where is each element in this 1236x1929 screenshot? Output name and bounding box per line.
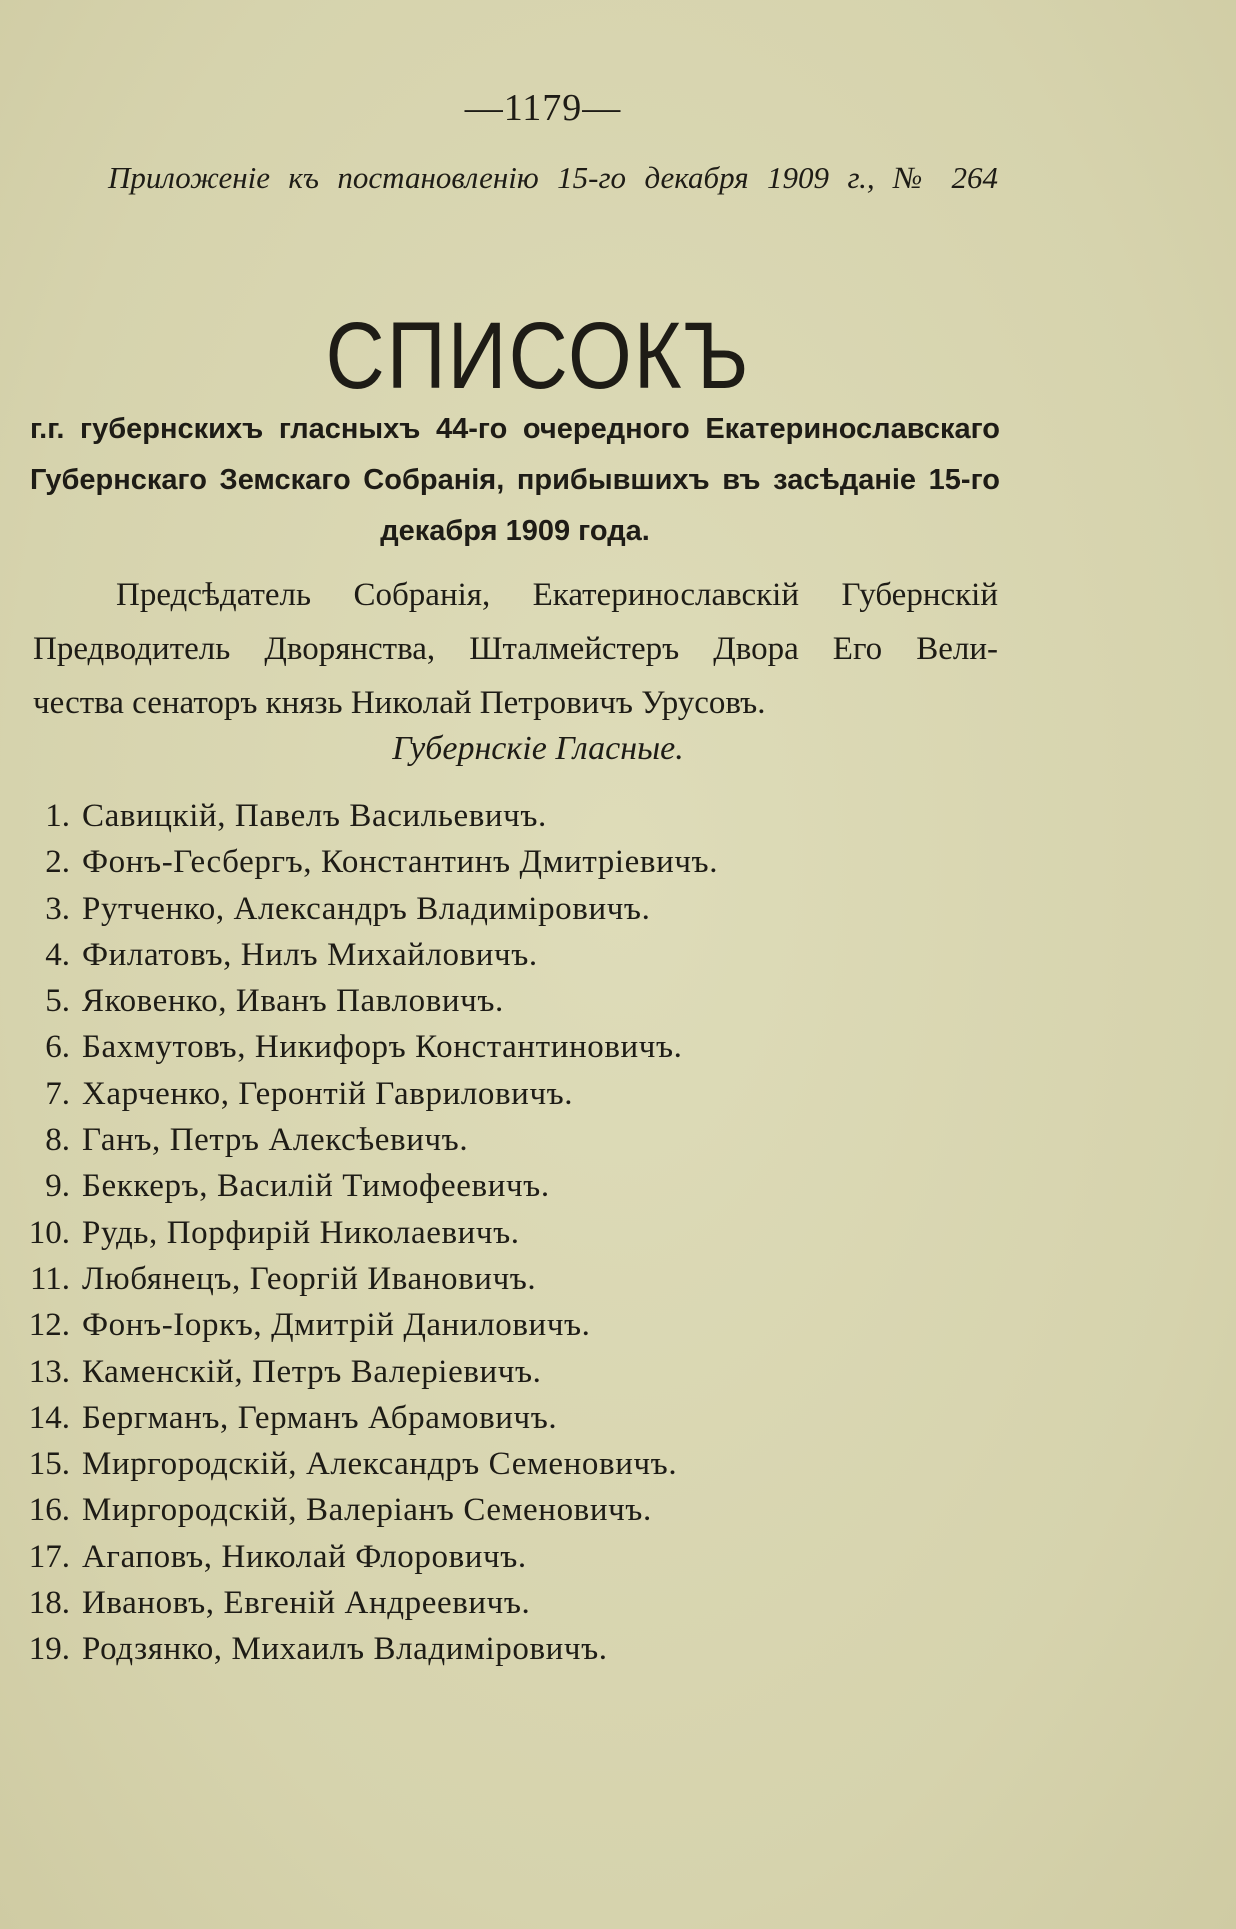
- item-number: 4.: [45, 936, 70, 973]
- list-item: [0, 1580, 1000, 1626]
- member-name: Рудь, Порфирій Николаевичъ.: [82, 1214, 520, 1251]
- item-number: 11.: [29, 1260, 70, 1297]
- member-name: Яковенко, Иванъ Павловичъ.: [82, 983, 504, 1020]
- list-item: [0, 1024, 1000, 1070]
- section-heading: Губернскіе Гласные.: [392, 730, 684, 767]
- member-name: Агаповъ, Николай Флоровичъ.: [82, 1538, 527, 1575]
- list-item: [0, 1071, 1000, 1117]
- item-number: 13.: [28, 1353, 70, 1390]
- item-number: 7.: [45, 1075, 70, 1112]
- subtitle: [30, 404, 1000, 557]
- list-item: [0, 1626, 1000, 1672]
- subtitle-line: декабря 1909 года.: [380, 515, 650, 547]
- item-number: 14.: [28, 1399, 70, 1436]
- subtitle-line: г.г. губернскихъ гласныхъ 44-го очередного Екатеринославскаго: [30, 413, 1000, 445]
- list-item: [0, 839, 1000, 885]
- item-number: 10.: [28, 1214, 70, 1251]
- list-item: [0, 1395, 1000, 1441]
- paragraph-line: чества сенаторъ князь Николай Петровичъ Урусовъ.: [33, 685, 766, 721]
- list-item: [0, 1117, 1000, 1163]
- item-number: 15.: [28, 1446, 70, 1483]
- member-name: Миргородскій, Александръ Семеновичъ.: [82, 1446, 678, 1483]
- list-item: [0, 1487, 1000, 1533]
- list-item: [0, 1256, 1000, 1302]
- member-name: Харченко, Геронтій Гавриловичъ.: [82, 1075, 574, 1112]
- item-number: 8.: [45, 1122, 70, 1159]
- page-number: —1179—: [464, 87, 622, 129]
- member-name: Фонъ-Гесбергъ, Константинъ Дмитріевичъ.: [82, 844, 719, 881]
- annex-note: Приложеніе къ постановленію 15-го декабря 1909 г., № 264: [108, 160, 998, 195]
- member-name: Филатовъ, Нилъ Михайловичъ.: [82, 936, 538, 973]
- list-item: [0, 1163, 1000, 1209]
- subtitle-line: Губернскаго Земскаго Собранія, прибывшихъ въ засѣданіе 15-го: [30, 464, 1000, 496]
- list-item: [0, 1349, 1000, 1395]
- item-number: 1.: [45, 798, 70, 834]
- item-number: 3.: [45, 890, 70, 927]
- item-number: 2.: [45, 844, 70, 881]
- member-name: Ивановъ, Евгеній Андреевичъ.: [82, 1585, 531, 1622]
- item-number: 19.: [28, 1631, 70, 1668]
- member-name: Фонъ-Іоркъ, Дмитрій Даниловичъ.: [82, 1307, 591, 1344]
- list-item: [0, 978, 1000, 1024]
- item-number: 6.: [45, 1029, 70, 1066]
- member-name: Бахмутовъ, Никифоръ Константиновичъ.: [82, 1029, 683, 1066]
- member-name: Любянецъ, Георгій Ивановичъ.: [82, 1260, 537, 1297]
- item-number: 5.: [45, 983, 70, 1020]
- member-name: Ганъ, Петръ Алексѣевичъ.: [82, 1122, 469, 1159]
- member-name: Беккеръ, Василій Тимофеевичъ.: [82, 1168, 550, 1205]
- item-number: 18.: [28, 1585, 70, 1622]
- list-item: [0, 1302, 1000, 1348]
- paragraph-line: Предсѣдатель Собранія, Екатеринославскій Губернскій: [116, 577, 998, 613]
- list-item: [0, 1441, 1000, 1487]
- list-item: [0, 1534, 1000, 1580]
- chairman-paragraph: [33, 568, 998, 730]
- item-number: 17.: [28, 1538, 70, 1575]
- list-item: [0, 886, 1000, 932]
- item-number: 16.: [28, 1492, 70, 1529]
- member-name: Каменскій, Петръ Валеріевичъ.: [82, 1353, 542, 1390]
- member-name: Миргородскій, Валеріанъ Семеновичъ.: [82, 1492, 652, 1529]
- member-name: Бергманъ, Германъ Абрамовичъ.: [82, 1399, 558, 1436]
- list-item: [0, 932, 1000, 978]
- document-title: СПИСОКЪ: [325, 304, 751, 409]
- item-number: 12.: [28, 1307, 70, 1344]
- member-name: Савицкій, Павелъ Васильевичъ.: [82, 798, 547, 834]
- list-item: [0, 793, 1000, 839]
- members-list: [0, 793, 1000, 1673]
- item-number: 9.: [45, 1168, 70, 1205]
- member-name: Рутченко, Александръ Владиміровичъ.: [82, 890, 651, 927]
- member-name: Родзянко, Михаилъ Владиміровичъ.: [82, 1631, 608, 1668]
- paragraph-line: Предводитель Дворянства, Шталмейстеръ Двора Его Вели-: [33, 631, 998, 667]
- list-item: [0, 1210, 1000, 1256]
